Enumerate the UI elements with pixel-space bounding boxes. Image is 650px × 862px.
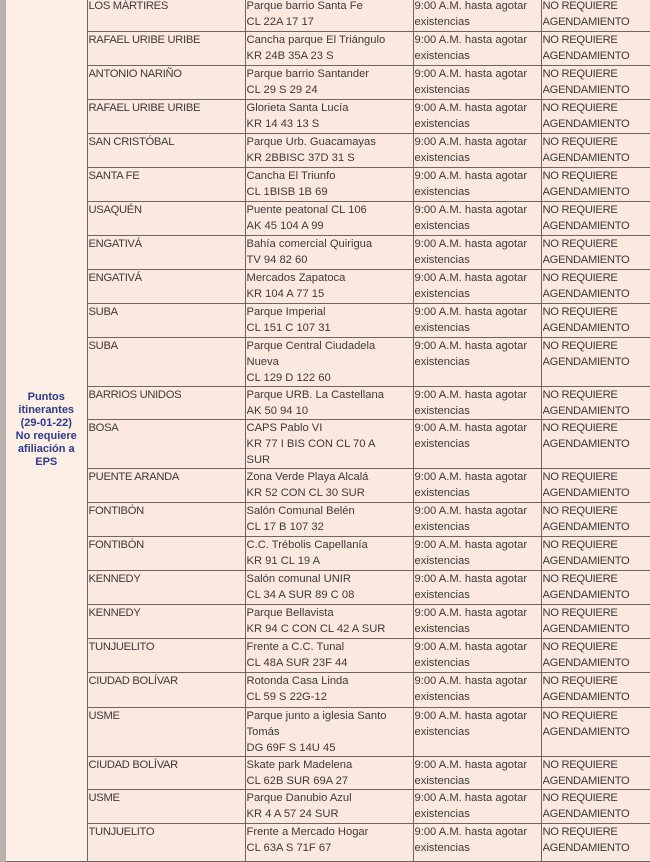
site-cell <box>245 537 413 571</box>
site-cell-line: Rotonda Casa Linda <box>247 673 412 689</box>
hours-cell-line: existencias <box>415 48 540 64</box>
site-cell <box>245 304 413 338</box>
table-row <box>3 66 650 100</box>
locality-cell <box>87 100 245 134</box>
requirement-cell <box>541 420 650 469</box>
requirement-cell-line: AGENDAMIENTO <box>543 184 650 200</box>
hours-cell-line: existencias <box>415 436 540 452</box>
hours-cell <box>413 202 541 236</box>
table-row <box>3 236 650 270</box>
locality-cell <box>87 420 245 469</box>
locality-cell-text: KENNEDY <box>89 605 244 621</box>
locality-cell <box>87 387 245 420</box>
requirement-cell-line: NO REQUIERE <box>543 32 650 48</box>
locality-cell <box>87 66 245 100</box>
locality-cell <box>87 605 245 639</box>
locality-cell <box>87 469 245 503</box>
site-cell-line: KR 4 A 57 24 SUR <box>247 806 412 822</box>
site-cell-line: TV 94 82 60 <box>247 252 412 268</box>
requirement-cell-line: NO REQUIERE <box>543 639 650 655</box>
site-cell-line: Nueva <box>247 354 412 370</box>
site-cell-line: CL 1BISB 1B 69 <box>247 184 412 200</box>
locality-cell-text: BOSA <box>89 420 244 436</box>
requirement-cell <box>541 270 650 304</box>
requirement-cell-line: AGENDAMIENTO <box>543 116 650 132</box>
hours-cell <box>413 639 541 673</box>
requirement-cell <box>541 304 650 338</box>
locality-cell <box>87 571 245 605</box>
site-cell-line: Frente a C.C. Tunal <box>247 639 412 655</box>
hours-cell-line: existencias <box>415 14 540 30</box>
locality-cell-text: PUENTE ARANDA <box>89 469 244 485</box>
locality-cell-text: ENGATIVÁ <box>89 270 244 286</box>
locality-cell-text: RAFAEL URIBE URIBE <box>89 32 244 48</box>
hours-cell-line: 9:00 A.M. hasta agotar <box>415 32 540 48</box>
locality-cell <box>87 790 245 824</box>
hours-cell <box>413 708 541 757</box>
hours-cell <box>413 605 541 639</box>
site-cell-line: KR 91 CL 19 A <box>247 553 412 569</box>
site-cell-line: KR 52 CON CL 30 SUR <box>247 485 412 501</box>
hours-cell-line: existencias <box>415 587 540 603</box>
site-cell-line: Tomás <box>247 724 412 740</box>
table-row <box>3 168 650 202</box>
site-cell-line: Glorieta Santa Lucía <box>247 100 412 116</box>
requirement-cell-line: AGENDAMIENTO <box>543 519 650 535</box>
site-cell-line: Cancha El Triunfo <box>247 168 412 184</box>
site-cell-line: KR 94 C CON CL 42 A SUR <box>247 621 412 637</box>
table-row <box>3 338 650 387</box>
group-label-line: itinerantes <box>7 404 86 417</box>
table-row <box>3 571 650 605</box>
requirement-cell-line: AGENDAMIENTO <box>543 436 650 452</box>
hours-cell-line: 9:00 A.M. hasta agotar <box>415 824 540 840</box>
locality-cell <box>87 537 245 571</box>
table-row <box>3 503 650 537</box>
group-label-line: (29-01-22) <box>7 417 86 430</box>
table-row <box>3 757 650 790</box>
requirement-cell-line: NO REQUIERE <box>543 790 650 806</box>
site-cell-line: Skate park Madelena <box>247 757 412 773</box>
site-cell-line: KR 24B 35A 23 S <box>247 48 412 64</box>
requirement-cell <box>541 469 650 503</box>
site-cell-line: Mercados Zapatoca <box>247 270 412 286</box>
requirement-cell <box>541 537 650 571</box>
requirement-cell-line: NO REQUIERE <box>543 168 650 184</box>
requirement-cell-line: AGENDAMIENTO <box>543 286 650 302</box>
hours-cell-line: existencias <box>415 773 540 789</box>
site-cell-line: KR 104 A 77 15 <box>247 286 412 302</box>
requirement-cell <box>541 32 650 66</box>
hours-cell-line: existencias <box>415 689 540 705</box>
hours-cell <box>413 100 541 134</box>
group-label-line: Puntos <box>7 391 86 404</box>
requirement-cell-line: AGENDAMIENTO <box>543 218 650 234</box>
hours-cell <box>413 537 541 571</box>
locality-cell-text: USME <box>89 790 244 806</box>
requirement-cell-line: AGENDAMIENTO <box>543 689 650 705</box>
requirement-cell-line: AGENDAMIENTO <box>543 403 650 419</box>
site-cell-line: CL 63A S 71F 67 <box>247 840 412 856</box>
table-row <box>3 605 650 639</box>
locality-cell-text: KENNEDY <box>89 571 244 587</box>
site-cell-line: Zona Verde Playa Alcalá <box>247 469 412 485</box>
hours-cell-line: existencias <box>415 218 540 234</box>
hours-cell-line: existencias <box>415 252 540 268</box>
hours-cell-line: existencias <box>415 485 540 501</box>
requirement-cell-line: NO REQUIERE <box>543 100 650 116</box>
hours-cell-line: existencias <box>415 116 540 132</box>
locality-cell <box>87 0 245 32</box>
requirement-cell-line: AGENDAMIENTO <box>543 806 650 822</box>
requirement-cell-line: AGENDAMIENTO <box>543 485 650 501</box>
hours-cell-line: 9:00 A.M. hasta agotar <box>415 100 540 116</box>
hours-cell-line: existencias <box>415 553 540 569</box>
locality-cell-text: USAQUÉN <box>89 202 244 218</box>
locality-cell-text: CIUDAD BOLÍVAR <box>89 757 244 773</box>
hours-cell <box>413 32 541 66</box>
site-cell-line: Frente a Mercado Hogar <box>247 824 412 840</box>
hours-cell-line: 9:00 A.M. hasta agotar <box>415 673 540 689</box>
requirement-cell-line: NO REQUIERE <box>543 270 650 286</box>
site-cell-line: Cancha parque El Triángulo <box>247 32 412 48</box>
requirement-cell-line: NO REQUIERE <box>543 757 650 773</box>
locality-cell <box>87 503 245 537</box>
site-cell-line: CL 22A 17 17 <box>247 14 412 30</box>
table-row <box>3 639 650 673</box>
locality-cell-text: BARRIOS UNIDOS <box>89 387 244 403</box>
hours-cell-line: existencias <box>415 286 540 302</box>
hours-cell-line: 9:00 A.M. hasta agotar <box>415 236 540 252</box>
locality-cell-text: TUNJUELITO <box>89 824 244 840</box>
hours-cell <box>413 338 541 387</box>
locality-cell <box>87 134 245 168</box>
hours-cell <box>413 469 541 503</box>
site-cell-line: CL 59 S 22G-12 <box>247 689 412 705</box>
requirement-cell-line: NO REQUIERE <box>543 605 650 621</box>
requirement-cell <box>541 571 650 605</box>
table-row <box>3 134 650 168</box>
site-cell <box>245 757 413 790</box>
site-cell <box>245 571 413 605</box>
site-cell-line: Parque Urb. Guacamayas <box>247 134 412 150</box>
site-cell-line: CL 29 S 29 24 <box>247 82 412 98</box>
requirement-cell <box>541 66 650 100</box>
requirement-cell-line: NO REQUIERE <box>543 236 650 252</box>
site-cell <box>245 0 413 32</box>
requirement-cell <box>541 100 650 134</box>
hours-cell <box>413 387 541 420</box>
requirement-cell <box>541 673 650 708</box>
hours-cell-line: existencias <box>415 82 540 98</box>
site-cell <box>245 32 413 66</box>
locality-cell-text: SAN CRISTÓBAL <box>89 134 244 150</box>
hours-cell-line: 9:00 A.M. hasta agotar <box>415 387 540 403</box>
hours-cell-line: 9:00 A.M. hasta agotar <box>415 757 540 773</box>
locality-cell <box>87 708 245 757</box>
site-cell <box>245 134 413 168</box>
site-cell-line: Parque Bellavista <box>247 605 412 621</box>
hours-cell-line: 9:00 A.M. hasta agotar <box>415 469 540 485</box>
locality-cell <box>87 236 245 270</box>
group-label-cell <box>3 0 87 862</box>
requirement-cell-line: AGENDAMIENTO <box>543 621 650 637</box>
requirement-cell-line: NO REQUIERE <box>543 469 650 485</box>
site-cell-line: Puente peatonal CL 106 <box>247 202 412 218</box>
requirement-cell-line: NO REQUIERE <box>543 387 650 403</box>
site-cell <box>245 168 413 202</box>
hours-cell-line: 9:00 A.M. hasta agotar <box>415 304 540 320</box>
site-cell-line: KR 14 43 13 S <box>247 116 412 132</box>
table-row <box>3 469 650 503</box>
requirement-cell <box>541 134 650 168</box>
hours-cell <box>413 790 541 824</box>
hours-cell <box>413 134 541 168</box>
requirement-cell-line: NO REQUIERE <box>543 304 650 320</box>
requirement-cell-line: NO REQUIERE <box>543 673 650 689</box>
locality-cell <box>87 673 245 708</box>
requirement-cell-line: AGENDAMIENTO <box>543 724 650 740</box>
locality-cell-text: SUBA <box>89 304 244 320</box>
site-cell-line: Salón Comunal Belén <box>247 503 412 519</box>
locality-cell <box>87 338 245 387</box>
site-cell-line: KR 2BBISC 37D 31 S <box>247 150 412 166</box>
site-cell-line: Parque barrio Santander <box>247 66 412 82</box>
requirement-cell <box>541 757 650 790</box>
requirement-cell <box>541 605 650 639</box>
locality-cell-text: LOS MÁRTIRES <box>89 0 244 14</box>
site-cell-line: CL 151 C 107 31 <box>247 320 412 336</box>
requirement-cell <box>541 236 650 270</box>
locality-cell-text: ENGATIVÁ <box>89 236 244 252</box>
requirement-cell <box>541 0 650 32</box>
hours-cell-line: 9:00 A.M. hasta agotar <box>415 708 540 724</box>
requirement-cell <box>541 708 650 757</box>
requirement-cell <box>541 202 650 236</box>
hours-cell-line: 9:00 A.M. hasta agotar <box>415 0 540 14</box>
site-cell-line: CAPS Pablo VI <box>247 420 412 436</box>
table-row <box>3 32 650 66</box>
site-cell <box>245 270 413 304</box>
site-cell <box>245 824 413 862</box>
site-cell <box>245 605 413 639</box>
hours-cell-line: 9:00 A.M. hasta agotar <box>415 639 540 655</box>
group-label-line: No requiere <box>7 430 86 443</box>
site-cell <box>245 387 413 420</box>
group-label-line: afiliación a <box>7 443 86 456</box>
requirement-cell-line: AGENDAMIENTO <box>543 82 650 98</box>
hours-cell-line: existencias <box>415 320 540 336</box>
site-cell-line: Parque junto a iglesia Santo <box>247 708 412 724</box>
hours-cell <box>413 0 541 32</box>
requirement-cell-line: AGENDAMIENTO <box>543 553 650 569</box>
requirement-cell-line: NO REQUIERE <box>543 66 650 82</box>
locality-cell-text: RAFAEL URIBE URIBE <box>89 100 244 116</box>
hours-cell-line: 9:00 A.M. hasta agotar <box>415 134 540 150</box>
site-cell-line: Parque Imperial <box>247 304 412 320</box>
table-row <box>3 537 650 571</box>
hours-cell <box>413 270 541 304</box>
requirement-cell-line: AGENDAMIENTO <box>543 48 650 64</box>
requirement-cell-line: AGENDAMIENTO <box>543 840 650 856</box>
site-cell-line: CL 17 B 107 32 <box>247 519 412 535</box>
hours-cell <box>413 304 541 338</box>
hours-cell-line: 9:00 A.M. hasta agotar <box>415 168 540 184</box>
locality-cell <box>87 168 245 202</box>
site-cell <box>245 236 413 270</box>
site-cell <box>245 420 413 469</box>
locality-cell <box>87 270 245 304</box>
hours-cell <box>413 420 541 469</box>
site-cell <box>245 639 413 673</box>
requirement-cell-line: NO REQUIERE <box>543 537 650 553</box>
site-cell-line: Parque Central Ciudadela <box>247 338 412 354</box>
requirement-cell <box>541 790 650 824</box>
requirement-cell-line: AGENDAMIENTO <box>543 14 650 30</box>
hours-cell <box>413 66 541 100</box>
site-cell-line: Parque barrio Santa Fe <box>247 0 412 14</box>
hours-cell-line: 9:00 A.M. hasta agotar <box>415 66 540 82</box>
table-body <box>3 0 650 862</box>
hours-cell <box>413 168 541 202</box>
hours-cell-line: 9:00 A.M. hasta agotar <box>415 420 540 436</box>
hours-cell-line: 9:00 A.M. hasta agotar <box>415 338 540 354</box>
requirement-cell <box>541 168 650 202</box>
hours-cell <box>413 571 541 605</box>
hours-cell-line: 9:00 A.M. hasta agotar <box>415 605 540 621</box>
requirement-cell-line: AGENDAMIENTO <box>543 587 650 603</box>
hours-cell <box>413 503 541 537</box>
site-cell-line: CL 48A SUR 23F 44 <box>247 655 412 671</box>
locality-cell <box>87 757 245 790</box>
site-cell-line: SUR <box>247 452 412 468</box>
hours-cell-line: existencias <box>415 354 540 370</box>
hours-cell-line: 9:00 A.M. hasta agotar <box>415 270 540 286</box>
hours-cell-line: existencias <box>415 403 540 419</box>
site-cell-line: C.C. Trébolis Capellanía <box>247 537 412 553</box>
requirement-cell-line: AGENDAMIENTO <box>543 252 650 268</box>
requirement-cell-line: NO REQUIERE <box>543 420 650 436</box>
site-cell-line: Salón comunal UNIR <box>247 571 412 587</box>
hours-cell <box>413 236 541 270</box>
hours-cell-line: existencias <box>415 840 540 856</box>
locality-cell <box>87 202 245 236</box>
requirement-cell <box>541 338 650 387</box>
table-row <box>3 202 650 236</box>
hours-cell-line: 9:00 A.M. hasta agotar <box>415 790 540 806</box>
requirement-cell <box>541 824 650 862</box>
requirement-cell-line: NO REQUIERE <box>543 134 650 150</box>
site-cell-line: CL 62B SUR 69A 27 <box>247 773 412 789</box>
locality-cell <box>87 32 245 66</box>
site-cell <box>245 338 413 387</box>
requirement-cell-line: AGENDAMIENTO <box>543 150 650 166</box>
locality-cell-text: ANTONIO NARIÑO <box>89 66 244 82</box>
locality-cell-text: SANTA FE <box>89 168 244 184</box>
hours-cell-line: 9:00 A.M. hasta agotar <box>415 537 540 553</box>
requirement-cell-line: NO REQUIERE <box>543 571 650 587</box>
requirement-cell-line: NO REQUIERE <box>543 503 650 519</box>
requirement-cell-line: NO REQUIERE <box>543 0 650 14</box>
site-cell <box>245 503 413 537</box>
requirement-cell-line: AGENDAMIENTO <box>543 655 650 671</box>
table-row <box>3 304 650 338</box>
locality-cell <box>87 824 245 862</box>
site-cell <box>245 790 413 824</box>
requirement-cell-line: AGENDAMIENTO <box>543 773 650 789</box>
site-cell <box>245 469 413 503</box>
locality-cell-text: CIUDAD BOLÍVAR <box>89 673 244 689</box>
locality-cell <box>87 639 245 673</box>
requirement-cell-line: NO REQUIERE <box>543 708 650 724</box>
site-cell-line: Bahía comercial Quirigua <box>247 236 412 252</box>
site-cell-line: AK 50 94 10 <box>247 403 412 419</box>
table-row <box>3 270 650 304</box>
table-row <box>3 387 650 420</box>
locality-cell <box>87 304 245 338</box>
site-cell <box>245 708 413 757</box>
site-cell-line: Parque URB. La Castellana <box>247 387 412 403</box>
locality-cell-text: USME <box>89 708 244 724</box>
table-row <box>3 708 650 757</box>
site-cell <box>245 100 413 134</box>
table-row <box>3 790 650 824</box>
site-cell-line: DG 69F S 14U 45 <box>247 740 412 756</box>
requirement-cell-line: AGENDAMIENTO <box>543 354 650 370</box>
hours-cell <box>413 673 541 708</box>
hours-cell <box>413 824 541 862</box>
requirement-cell <box>541 639 650 673</box>
table-row <box>3 100 650 134</box>
site-cell <box>245 66 413 100</box>
requirement-cell-line: NO REQUIERE <box>543 202 650 218</box>
table-row <box>3 420 650 469</box>
hours-cell-line: 9:00 A.M. hasta agotar <box>415 571 540 587</box>
requirement-cell-line: AGENDAMIENTO <box>543 320 650 336</box>
requirement-cell <box>541 387 650 420</box>
locality-cell-text: FONTIBÓN <box>89 537 244 553</box>
locality-cell-text: SUBA <box>89 338 244 354</box>
site-cell-line: Parque Danubio Azul <box>247 790 412 806</box>
table-row <box>3 0 650 32</box>
hours-cell-line: existencias <box>415 806 540 822</box>
requirement-cell <box>541 503 650 537</box>
hours-cell-line: 9:00 A.M. hasta agotar <box>415 202 540 218</box>
hours-cell <box>413 757 541 790</box>
hours-cell-line: existencias <box>415 724 540 740</box>
hours-cell-line: 9:00 A.M. hasta agotar <box>415 503 540 519</box>
table-row <box>3 824 650 862</box>
requirement-cell-line: NO REQUIERE <box>543 824 650 840</box>
hours-cell-line: existencias <box>415 184 540 200</box>
hours-cell-line: existencias <box>415 519 540 535</box>
locality-cell-text: FONTIBÓN <box>89 503 244 519</box>
site-cell-line: AK 45 104 A 99 <box>247 218 412 234</box>
hours-cell-line: existencias <box>415 621 540 637</box>
site-cell <box>245 202 413 236</box>
hours-cell-line: existencias <box>415 655 540 671</box>
site-cell <box>245 673 413 708</box>
table-row <box>3 673 650 708</box>
site-cell-line: KR 77 I BIS CON CL 70 A <box>247 436 412 452</box>
group-label-line: EPS <box>7 456 86 469</box>
site-cell-line: CL 129 D 122 60 <box>247 370 412 386</box>
requirement-cell-line: NO REQUIERE <box>543 338 650 354</box>
site-cell-line: CL 34 A SUR 89 C 08 <box>247 587 412 603</box>
locality-cell-text: TUNJUELITO <box>89 639 244 655</box>
hours-cell-line: existencias <box>415 150 540 166</box>
